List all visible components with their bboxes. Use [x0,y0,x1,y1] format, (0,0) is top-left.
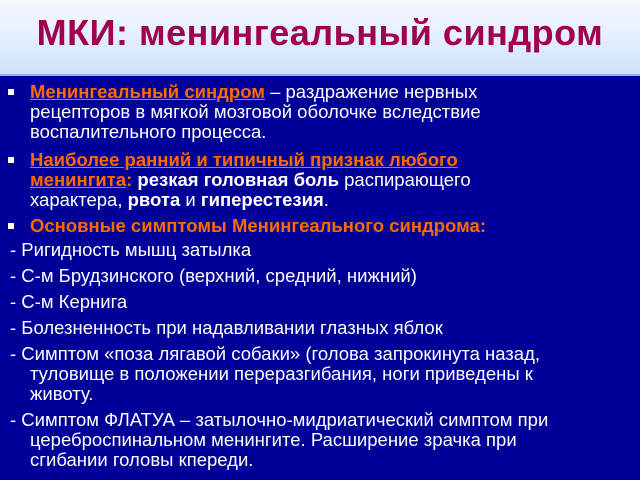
symptom-line: - С-м Брудзинского (верхний, средний, нижний) [10,265,417,286]
symptom-line: туловище в положении переразгибания, ноги приведены к [30,363,533,384]
bullet-2-bold3: гиперестезия [195,189,324,210]
bullet-square-icon [8,157,14,163]
symptom-line: сгибании головы кпереди. [30,449,254,470]
bullet-2-colon: : [126,169,133,190]
bullet-2-plain1: распирающего [338,169,471,190]
bullet-1-line3: воспалительного процесса. [30,121,267,142]
symptom-item [10,266,635,286]
slide-title: МКИ: менингеальный синдром [36,12,604,53]
bullet-1-rest: – раздражение нервных [264,81,478,102]
bullet-1-line2: рецепторов в мягкой мозговой оболочке вследствие [30,101,481,122]
symptom-item [10,292,635,312]
bullet-2-bold2: рвота [122,189,181,210]
symptom-line: цереброспинальном менингите. Расширение зрачка при [30,429,517,450]
bullet-2-plain2: и [180,189,196,210]
bullet-square-icon [8,89,14,95]
bullet-3-lead: Основные симптомы Менингеального синдрома: [30,215,486,236]
symptom-line: - С-м Кернига [10,291,128,312]
symptom-item [10,344,635,404]
bullet-2-bold1: резкая головная боль [132,169,339,190]
bullet-2-lead-line2: менингита [30,169,127,190]
symptom-line: - Болезненность при надавливании глазных яблок [10,317,443,338]
bullet-2-lead-line1: Наиболее ранний и типичный признак любого [30,149,458,170]
symptom-line: - Симптом «поза лягавой собаки» (голова запрокинута назад, [10,343,541,364]
bullet-1-lead: Менингеальный синдром [30,81,265,102]
title-bar [0,0,640,76]
symptom-line: - Симптом ФЛАТУА – затылочно-мидриатический симптом при [10,409,549,430]
symptom-line: животу. [30,383,94,404]
bullet-2-period: . [323,189,329,210]
symptom-item [10,410,635,470]
symptom-line: - Ригидность мышц затылка [10,239,252,260]
symptom-item [10,318,635,338]
bullet-2-line3-plain: характера, [30,189,123,210]
bullet-square-icon [8,223,14,229]
symptom-item [10,240,635,260]
